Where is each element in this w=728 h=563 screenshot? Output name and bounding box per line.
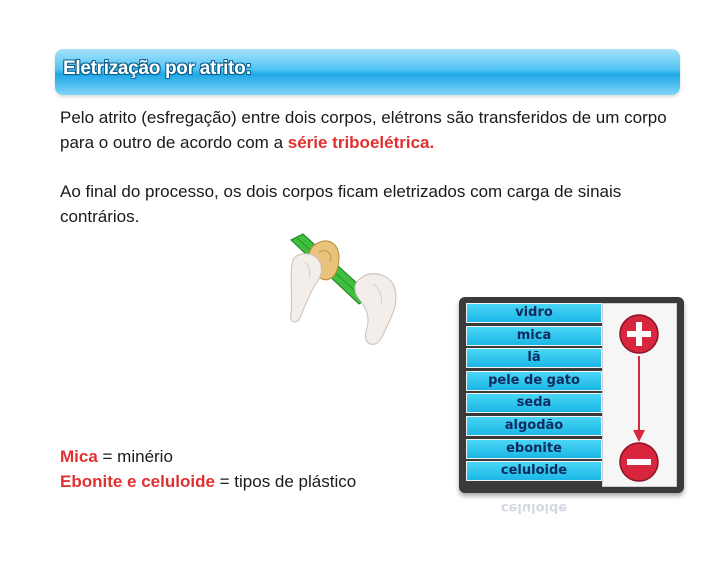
paragraph-atrito: [60, 105, 700, 155]
rubbing-hands-illustration: [283, 226, 413, 346]
celuloide-reflection: celuloide: [500, 500, 568, 515]
series-item-la: lã: [466, 348, 602, 368]
note-term-mica: Mica: [60, 447, 98, 466]
series-item-ebonite: ebonite: [466, 439, 602, 459]
charge-scale-graphic: [603, 304, 676, 486]
note-def-ebonite-celuloide: = tipos de plástico: [214, 472, 357, 491]
paragraph-final: Ao final do processo, os dois corpos ficam eletrizados com carga de sinais contrários.: [60, 182, 622, 226]
notes: [60, 444, 356, 494]
note-ebonite-celuloide: [60, 469, 356, 494]
triboelectric-series-table: [459, 297, 684, 493]
series-item-celuloide: celuloide: [466, 461, 602, 481]
right-hand-icon: [355, 274, 396, 345]
series-item-vidro: vidro: [466, 303, 602, 323]
note-def-mica: = minério: [97, 447, 173, 466]
slide-title: Eletrização por atrito:: [63, 58, 252, 79]
positive-charge-icon: [620, 315, 658, 353]
down-arrow-icon: [633, 356, 645, 442]
series-item-mica: mica: [466, 326, 602, 346]
title-bar: [55, 49, 680, 95]
note-term-ebonite-celuloide: Ebonite e celuloide: [60, 472, 215, 491]
series-item-pele-de-gato: pele de gato: [466, 371, 602, 391]
note-mica: [60, 444, 356, 469]
series-item-seda: seda: [466, 393, 602, 413]
negative-charge-icon: [620, 443, 658, 481]
triboelectric-series-list: [466, 303, 602, 484]
charge-scale-panel: [602, 303, 677, 487]
series-item-algodao: algodão: [466, 416, 602, 436]
triboelectric-series-highlight: série triboelétrica.: [287, 133, 435, 152]
paragraph-atrito-text: Pelo atrito (esfregação) entre dois corpos, elétrons são transferidos de um corpo para o outro de acordo com a: [60, 108, 667, 152]
left-hand-icon: [291, 254, 322, 322]
